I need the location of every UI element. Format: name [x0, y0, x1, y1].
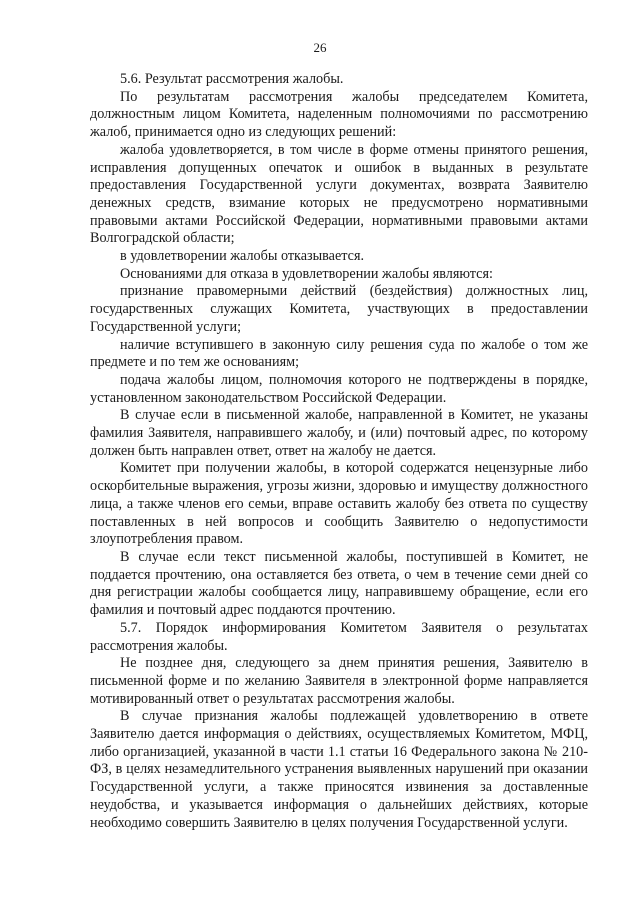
document-body — [90, 71, 588, 832]
paragraph: По результатам рассмотрения жалобы председателем Комитета, должностным лицом Комитета, наделенным полномочиями по рассмотрению жалоб, принимается одно из следующих решений: — [90, 88, 588, 141]
paragraph: подача жалобы лицом, полномочия которого не подтверждены в порядке, установленном законодательством Российской Федерации. — [90, 371, 588, 406]
paragraph: Комитет при получении жалобы, в которой содержатся нецензурные либо оскорбительные выражения, угрозы жизни, здоровью и имуществу должностного лица, а также членов его семьи, вправе оставить жалобу без ответа по существу поставленных в ней вопросов и сообщить Заявителю о недопустимости злоупотребления правом. — [90, 460, 588, 548]
paragraph: Не позднее дня, следующего за днем принятия решения, Заявителю в письменной форме и по желанию Заявителя в электронной форме направляется мотивированный ответ о результатах рассмотрения жалобы. — [90, 655, 588, 707]
paragraph: в удовлетворении жалобы отказывается. — [120, 248, 365, 265]
paragraph: жалоба удовлетворяется, в том числе в форме отмены принятого решения, исправления допущенных опечаток и ошибок в выданных в результате предоставления Государственной услуги документах, возврата Заявителю денежных средств, взимание которых не предусмотрено нормативными правовыми актами Российской Федерации, нормативными правовыми актами Волгоградской области; — [90, 141, 588, 247]
paragraph: признание правомерными действий (бездействия) должностных лиц, государственных служащих Комитета, участвующих в предоставлении Государственной услуги; — [90, 283, 588, 335]
paragraph: наличие вступившего в законную силу решения суда по жалобе о том же предмете и по тем же основаниям; — [90, 336, 588, 371]
paragraph: Основаниями для отказа в удовлетворении жалобы являются: — [120, 265, 493, 282]
page-number: 26 — [313, 40, 327, 55]
paragraph: В случае признания жалобы подлежащей удовлетворению в ответе Заявителю дается информация о действиях, осуществляемых Комитетом, МФЦ, либо организацией, указанной в части 1.1 статьи 16 Федерального закона № 210-ФЗ, в целях незамедлительного устранения выявленных нарушений при оказании Государственной услуги, а также приносятся извинения за доставленные неудобства, и указывается информация о дальнейших действиях, которые необходимо совершить Заявителю в целях получения Государственной услуги. — [90, 708, 588, 831]
paragraph: В случае если текст письменной жалобы, поступившей в Комитет, не поддается прочтению, она оставляется без ответа, о чем в течение семи дней со дня регистрации жалобы сообщается лицу, направившему обращение, если его фамилия и почтовый адрес поддаются прочтению. — [90, 548, 588, 619]
paragraph: В случае если в письменной жалобе, направленной в Комитет, не указаны фамилия Заявителя, направившего жалобу, и (или) почтовый адрес, по которому должен быть направлен ответ, ответ на жалобу не дается. — [90, 407, 588, 459]
section-heading-5-6: 5.6. Результат рассмотрения жалобы. — [120, 71, 344, 87]
section-heading-5-7: 5.7. Порядок информирования Комитетом Заявителя о результатах рассмотрения жалобы. — [90, 619, 588, 654]
